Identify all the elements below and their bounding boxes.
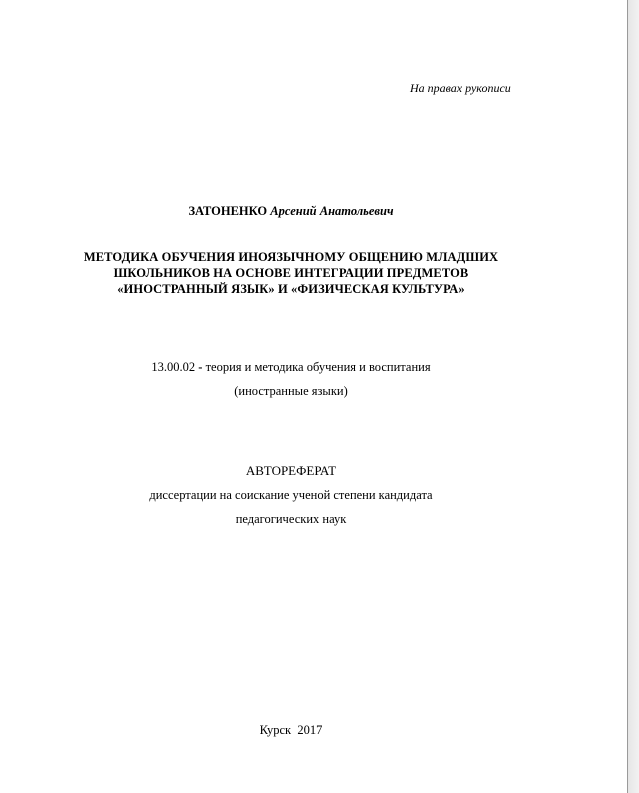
specialty-dash: - — [198, 360, 203, 374]
footer-city-year — [0, 723, 582, 738]
author-given-names: Арсений Анатольевич — [270, 204, 394, 218]
author-surname: ЗАТОНЕНКО — [188, 204, 268, 218]
degree-line-2: педагогических наук — [235, 512, 347, 526]
footer-year: 2017 — [297, 723, 323, 737]
document-type-label: АВТОРЕФЕРАТ — [245, 463, 337, 478]
title-line-3: «ИНОСТРАННЫЙ ЯЗЫК» И «ФИЗИЧЕСКАЯ КУЛЬТУРА» — [117, 282, 465, 296]
title-line-2: ШКОЛЬНИКОВ НА ОСНОВЕ ИНТЕГРАЦИИ ПРЕДМЕТОВ — [113, 266, 469, 280]
manuscript-note: На правах рукописи — [410, 81, 511, 95]
page-edge-shadow — [627, 0, 639, 793]
specialty-line — [0, 360, 582, 375]
specialty-code: 13.00.02 — [151, 360, 196, 374]
title-line-1: МЕТОДИКА ОБУЧЕНИЯ ИНОЯЗЫЧНОМУ ОБЩЕНИЮ МЛАДШИХ — [83, 250, 499, 264]
degree-line-1: диссертации на соискание ученой степени кандидата — [149, 488, 433, 502]
author-name — [0, 204, 582, 219]
footer-city: Курск — [259, 723, 292, 737]
specialty-name: теория и методика обучения и воспитания — [205, 360, 431, 374]
specialty-subject: (иностранные языки) — [234, 384, 348, 398]
